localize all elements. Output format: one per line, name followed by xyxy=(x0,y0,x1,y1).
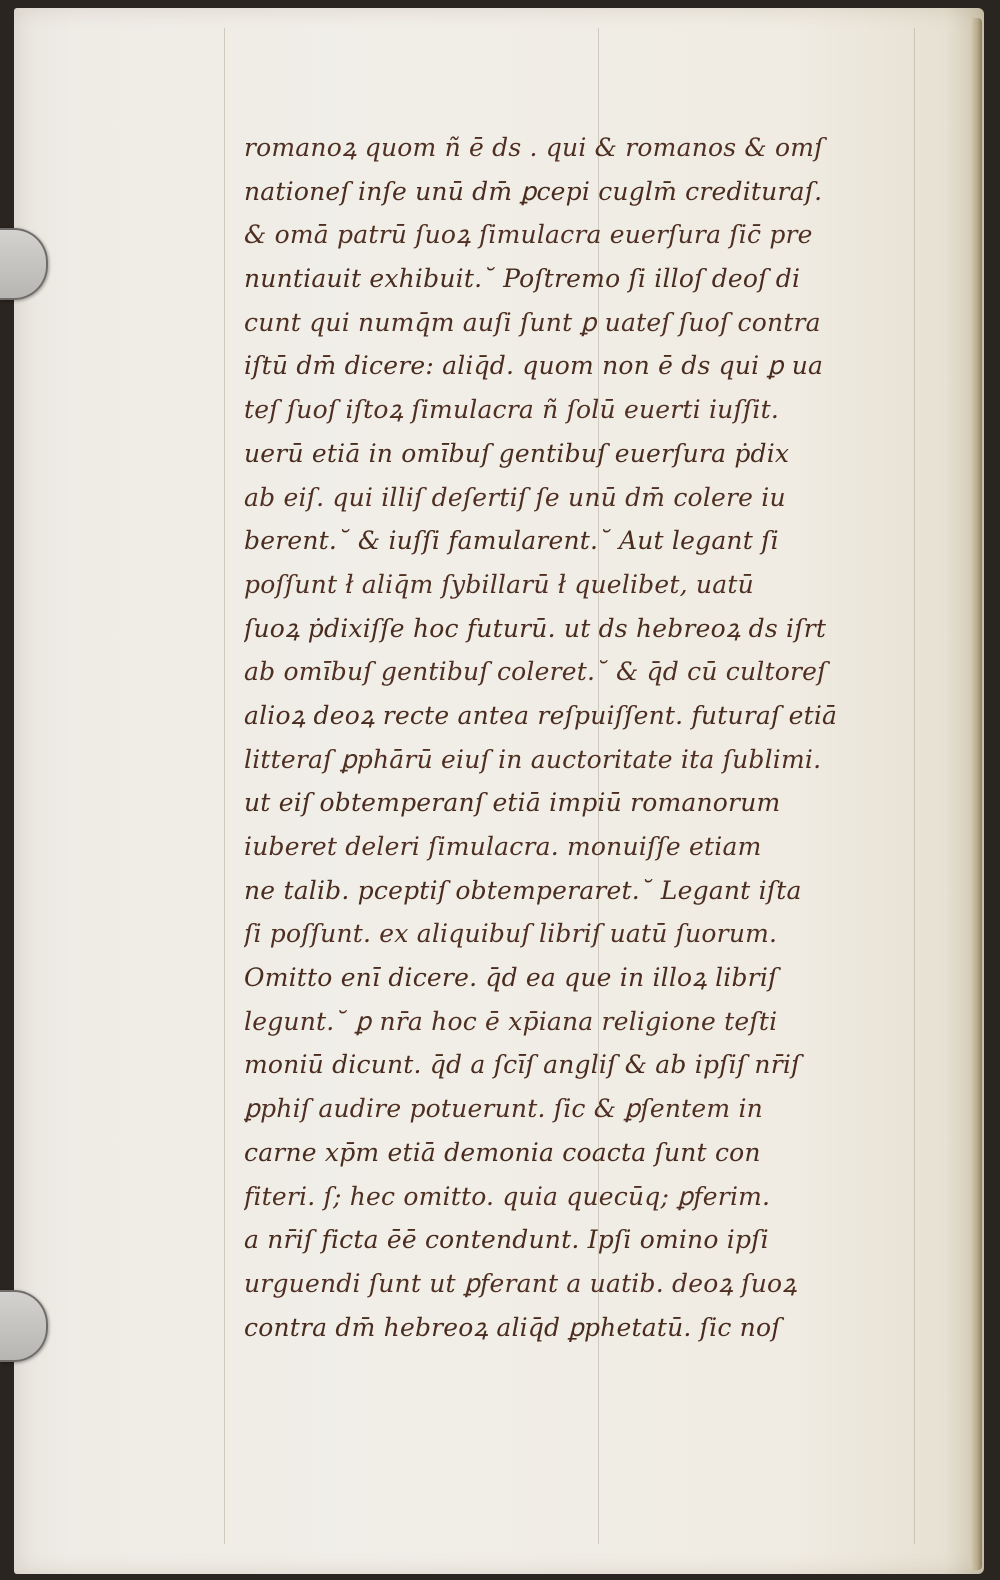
text-line: romanoꝝ quom ñ ē ds . qui & romanos & omſ xyxy=(244,133,824,162)
text-line: ſuoꝝ ṗdixiſſe hoc futurū. ut ds hebreoꝝ ds iſrt xyxy=(244,613,827,643)
text-line: legunt.˘ ꝑ nr̄a hoc ē xp̄iana religione teſti xyxy=(244,1006,778,1036)
text-line: carne xp̄m etiā demonia coacta ſunt con xyxy=(244,1137,761,1167)
text-line: moniū dicunt. q̄d a ſcīſ angliſ & ab ipſiſ nr̄iſ xyxy=(244,1050,801,1080)
text-line: cunt qui numq̄m auſi ſunt ꝑ uateſ ſuoſ contra xyxy=(244,307,821,337)
text-line: iuberet deleri ſimulacra. monuiſſe etiam xyxy=(244,832,762,861)
text-line: urguendi ſunt ut ꝑferant a uatib. deoꝝ ſuoꝝ xyxy=(244,1268,797,1298)
text-line: litteraſ ꝑphārū eiuſ in auctoritate ita ſublimi. xyxy=(244,744,822,774)
text-line: Omitto enī dicere. q̄d ea que in illoꝝ libriſ xyxy=(244,963,778,993)
text-line: a nr̄iſ ficta ēē contendunt. Ipſi omino ipſi xyxy=(244,1225,769,1255)
text-line: nationeſ inſe unū dm̄ ꝑcepi cuglm̄ credituraſ. xyxy=(244,176,823,206)
text-line: alioꝝ deoꝝ recte antea reſpuiſſent. futuraſ etiā xyxy=(244,700,838,730)
text-line: ab omībuſ gentibuſ coleret.˘ & q̄d cū cultoreſ xyxy=(244,657,827,687)
text-line: ꝑphiſ audire potuerunt. ſic & ꝑſentem in xyxy=(244,1094,763,1124)
text-line: nuntiauit exhibuit.˘ Poſtremo ſi illoſ deoſ di xyxy=(244,264,801,294)
text-line: berent.˘ & iuſſi famularent.˘ Aut legant ſi xyxy=(244,526,779,556)
text-line: contra dm̄ hebreoꝝ aliq̄d ꝑphetatū. ſic noſ xyxy=(244,1312,781,1342)
text-line: ut eiſ obtemperanſ etiā impiū romanorum xyxy=(244,788,781,818)
folio-fore-edge xyxy=(970,18,982,1570)
manuscript-text-block xyxy=(244,126,914,1349)
text-line: poſſunt ł aliq̄m ſybillarū ł quelibet, uatū xyxy=(244,569,754,599)
text-line: iſtū dm̄ dicere: aliq̄d. quom non ē ds qui ꝑ ua xyxy=(244,351,824,381)
text-line: uerū etiā in omībuſ gentibuſ euerſura ṗdix xyxy=(244,438,790,468)
text-line: & omā patrū ſuoꝝ ſimulacra euerſura ſic̄ pre xyxy=(244,220,813,250)
text-line: ſi poſſunt. ex aliquibuſ libriſ uatū ſuorum. xyxy=(244,919,778,949)
ruling-line xyxy=(224,28,225,1544)
text-line: ab eiſ. qui illiſ deſertiſ ſe unū dm̄ colere iu xyxy=(244,482,786,512)
text-line: ne talib. pceptiſ obtemperaret.˘ Legant iſta xyxy=(244,875,802,905)
text-line: teſ ſuoſ iſtoꝝ ſimulacra ñ ſolū euerti iuſſit. xyxy=(244,395,779,425)
ruling-line xyxy=(914,28,915,1544)
text-line: fiteri. ſ; hec omitto. quia quecūq; ꝑferim. xyxy=(244,1181,771,1211)
